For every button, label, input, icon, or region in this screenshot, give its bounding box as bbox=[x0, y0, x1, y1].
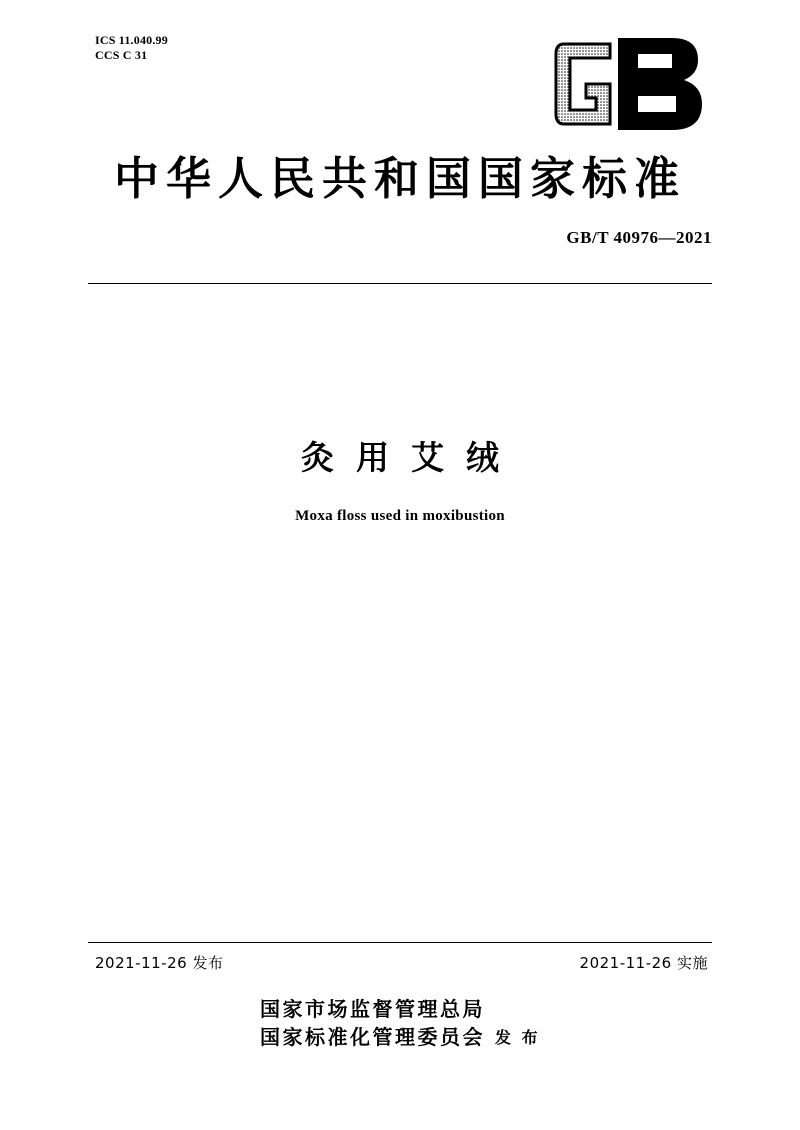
classification-codes bbox=[95, 33, 168, 63]
publisher-line-2: 国家标准化管理委员会 bbox=[259, 1025, 485, 1049]
divider-bottom bbox=[88, 942, 712, 943]
publisher-names bbox=[260, 995, 485, 1051]
page-title: 中华人民共和国国家标准 bbox=[113, 152, 686, 205]
gb-logo-icon bbox=[552, 38, 712, 130]
standard-number: GB/T 40976—2021 bbox=[566, 228, 712, 247]
ccs-code: CCS C 31 bbox=[95, 48, 148, 62]
subject-title-english: Moxa floss used in moxibustion bbox=[295, 508, 505, 524]
publisher-block bbox=[0, 995, 800, 1051]
divider-top bbox=[88, 283, 712, 284]
publisher-line-1: 国家市场监督管理总局 bbox=[259, 997, 485, 1021]
implementation-date: 2021-11-26 实施 bbox=[579, 954, 708, 972]
ics-code: ICS 11.040.99 bbox=[95, 33, 168, 47]
subject-title-chinese: 灸用艾绒 bbox=[301, 438, 521, 477]
publisher-action-label: 发 布 bbox=[494, 1028, 541, 1047]
issue-date: 2021-11-26 发布 bbox=[95, 954, 224, 972]
